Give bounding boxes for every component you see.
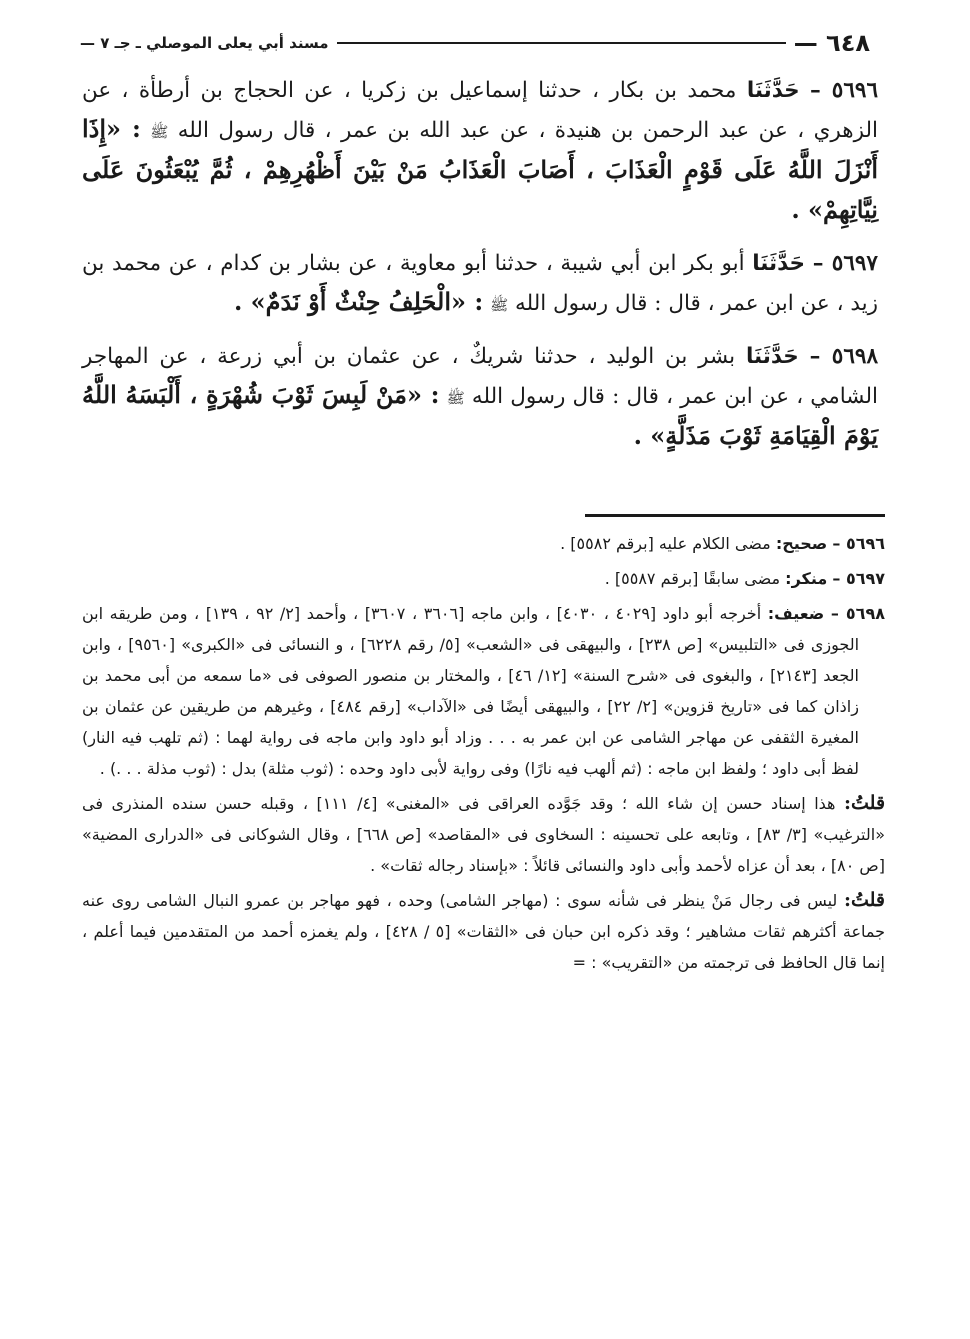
hadith-matn: : «الْحَلِفُ حِنْثٌ أَوْ نَدَمٌ» . [233, 287, 484, 316]
hadith-number: ٥٦٩٦ – [810, 78, 878, 103]
grade-label: ضعيف: [767, 604, 825, 623]
page-number: ٦٤٨ — [793, 29, 870, 57]
header-rule [337, 42, 786, 44]
hadith-matn: : «مَنْ لَبِسَ ثَوْبَ شُهْرَةٍ ، أَلْبَسَهُ اللَّهُ يَوْمَ الْقِيَامَةِ ثَوْبَ مَذَلَّةٍ» . [82, 380, 878, 450]
hadith-matn: : «إِذَا أَنْزَلَ اللَّهُ عَلَى قَوْمٍ الْعَذَابَ ، أَصَابَ الْعَذَابُ مَنْ بَيْنَ أَظْهُرِهِمْ ، ثُمَّ يُبْعَثُونَ عَلَى نِيَّاتِهِمْ» . [82, 114, 878, 224]
takhrij-notes [82, 528, 885, 982]
grade-label: صحيح: [775, 534, 828, 553]
hadith-number: ٥٦٩٧ – [812, 251, 878, 276]
note-text: مضى الكلام عليه [برقم ٥٥٨٢] . [560, 534, 771, 553]
salutation-mark: ﷺ [446, 389, 465, 407]
hadith-isnad: أبو بكر ابن أبي شيبة ، حدثنا أبو معاوية ، عن بشار بن كدام ، عن محمد بن زيد ، عن ابن عمر ، قال : قال رسول الله [82, 251, 878, 316]
hadith-number: ٥٦٩٨ – [809, 344, 878, 369]
haddathana: حَدَّثَنَا [752, 251, 806, 276]
note-text: ليس فى رجال مَنْ ينظر فى شأنه سوى : (مهاجر الشامى) وحده ، فهو مهاجر بن عمرو النبال الشامى روى عنه جماعة أكثرهم ثقات مشاهير ؛ وقد ذكره ابن حبان فى «الثقات» [٥ / ٤٢٨] ، ولم يغمزه أحمد من المتقدمين فيما أعلم ، إنما قال الحافظ فى ترجمته من «التقريب» : = [82, 891, 886, 972]
hadith-isnad: محمد بن بكار ، حدثنا إسماعيل بن زكريا ، عن الحجاج بن أرطأة ، عن الزهري ، عن عبد الرحمن بن هنيدة ، عن عبد الله بن عمر ، قال رسول الله [82, 78, 878, 143]
note-number: ٥٦٩٨ – [830, 604, 885, 623]
note-text: أخرجه أبو داود [٤٠٢٩ ، ٤٠٣٠] ، وابن ماجه [٣٦٠٦ ، ٣٦٠٧] ، وأحمد [٢/ ٩٢ ، ١٣٩] ، ومن طريقه ابن الجوزى فى «التلبيس» [ص ٢٣٨] ، والبيهقى فى «الشعب» [٥/ رقم ٦٢٢٨] ، و النسائى فى «الكبرى» [٩٥٦٠] ، وابن الجعد [٢١٤٣] ، والبغوى فى «شرح السنة» [١٢/ ٤٦] ، والمختار بن منصور الصوفى فى «ما سمعه من أبى محمد بن زاذان كما فى «تاريخ قزوين» [٢/ ٢٢] ، والبيهقى أيضًا فى «الآداب» [رقم ٤٨٤] ، وغيرهم من طريقين عن عثمان بن المغيرة الثقفى عن مهاجر الشامى عن ابن عمر به . . . وزاد أبو داود وابن ماجه فى رواية لهما : (ثم تلهب فيه النار) لفظ أبى داود ؛ ولفظ ابن ماجه : (ثم ألهب فيه نارًا) وفى رواية لأبى داود وحده : (ثوب مثلة) بدل : (ثوب مذلة . . .) . [82, 604, 860, 778]
running-header [80, 28, 870, 58]
note-number: ٥٦٩٦ – [832, 534, 885, 553]
note-text: مضى سابقًا [برقم ٥٥٨٧] . [604, 569, 781, 588]
grade-label: منكر: [785, 569, 828, 588]
hadith-isnad: بشر بن الوليد ، حدثنا شريكٌ ، عن عثمان بن أبي زرعة ، عن المهاجر الشامي ، عن ابن عمر ، قال : قال رسول الله [82, 344, 878, 409]
qult-label: قلتُ: [843, 889, 885, 911]
hadith-section [82, 72, 878, 471]
hadith-5698 [82, 338, 878, 457]
qult-note-1 [82, 788, 885, 881]
salutation-mark: ﷺ [150, 123, 169, 141]
haddathana: حَدَّثَنَا [746, 78, 800, 103]
haddathana: حَدَّثَنَا [745, 344, 799, 369]
note-5698 [82, 598, 885, 784]
footnote-divider [585, 514, 885, 517]
note-5697 [82, 563, 885, 594]
qult-label: قلتُ: [843, 792, 886, 814]
hadith-5697 [82, 245, 878, 324]
qult-note-2 [82, 885, 885, 978]
note-text: هذا إسناد حسن إن شاء الله ؛ وقد جَوَّده العراقى فى «المغنى» [٤/ ١١١] ، وقبله حسن سنده المنذرى فى «الترغيب» [٣/ ٨٣] ، وتابعه على تحسينه : السخاوى فى «المقاصد» [ص ٦٦٨] ، وقال الشوكانى فى «الدرارى المضية» [ص ٨٠] ، بعد أن عزاه لأحمد وأبى داود والنسائى قائلاً : «بإسناد رجاله ثقات» . [82, 794, 885, 875]
hadith-5696 [82, 72, 878, 231]
book-title: مسند أبي يعلى الموصلي ـ جـ ٧ — [80, 34, 329, 52]
note-number: ٥٦٩٧ – [832, 569, 885, 588]
salutation-mark: ﷺ [490, 296, 509, 314]
note-5696 [82, 528, 885, 559]
